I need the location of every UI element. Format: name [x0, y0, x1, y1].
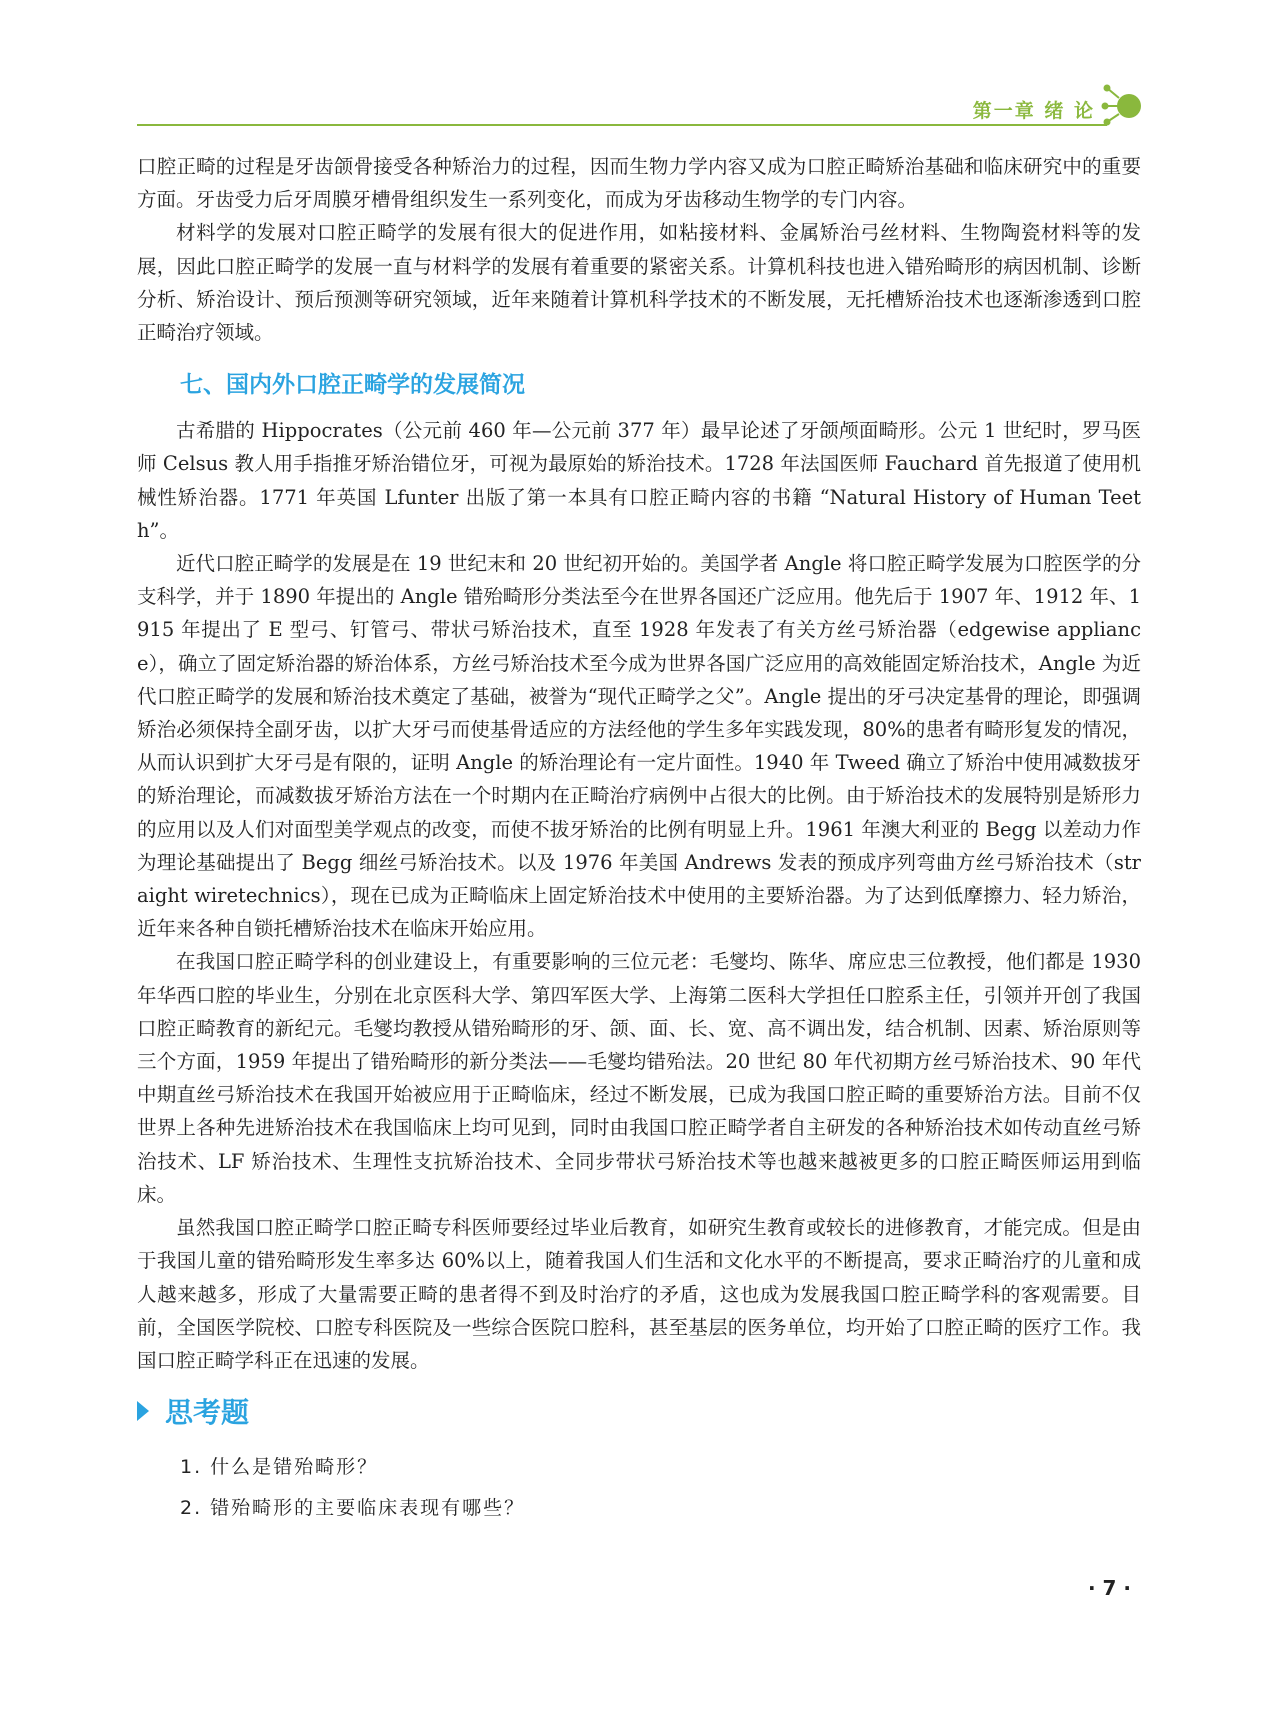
molecule-icon [1097, 82, 1147, 132]
body-paragraph: 口腔正畸的过程是牙齿颌骨接受各种矫治力的过程，因而生物力学内容又成为口腔正畸矫治基础和临床研究中的重要方面。牙齿受力后牙周膜牙槽骨组织发生一系列变化，而成为牙齿移动生物学的专门内容。 [137, 155, 1141, 212]
section-heading: 七、国内外口腔正畸学的发展简况 [180, 372, 525, 399]
body-paragraph: 古希腊的 Hippocrates（公元前 460 年—公元前 377 年）最早论述了牙颌颅面畸形。公元 1 世纪时，罗马医师 Celsus 教人用手指推牙矫治错位牙，可视为最原始的矫治技术。1728 年法国医师 Fauchard 首先报道了使用机械性矫治器。1771 年英国 Lfunter 出版了第一本具有口腔正畸内容的书籍 “Natural History of Human Teeth”。 [137, 419, 1141, 542]
body-paragraph: 虽然我国口腔正畸学口腔正畸专科医师要经过毕业后教育，如研究生教育或较长的进修教育，才能完成。但是由于我国儿童的错殆畸形发生率多达 60%以上，随着我国人们生活和文化水平的不断提高，要求正畸治疗的儿童和成人越来越多，形成了大量需要正畸的患者得不到及时治疗的矛盾，这也成为发展我国口腔正畸学科的客观需要。目前，全国医学院校、口腔专科医院及一些综合医院口腔科，甚至基层的医务单位，均开始了口腔正畸的医疗工作。我国口腔正畸学科正在迅速的发展。 [137, 1216, 1141, 1372]
review-question: 1. 什么是错殆畸形？ [180, 1456, 379, 1479]
review-title: 思考题 [165, 1396, 250, 1430]
chapter-title: 第一章 绪 论 [972, 100, 1095, 122]
review-question: 2. 错殆畸形的主要临床表现有哪些？ [180, 1497, 526, 1520]
body-paragraph: 材料学的发展对口腔正畸学的发展有很大的促进作用，如粘接材料、金属矫治弓丝材料、生物陶瓷材料等的发展，因此口腔正畸学的发展一直与材料学的发展有着重要的紧密关系。计算机科技也进入错殆畸形的病因机制、诊断分析、矫治设计、预后预测等研究领域，近年来随着计算机科学技术的不断发展，无托槽矫治技术也逐渐渗透到口腔正畸治疗领域。 [137, 221, 1141, 345]
body-paragraph: 近代口腔正畸学的发展是在 19 世纪末和 20 世纪初开始的。美国学者 Angle 将口腔正畸学发展为口腔医学的分支科学，并于 1890 年提出的 Angle 错殆畸形分类法至今在世界各国还广泛应用。他先后于 1907 年、1912 年、1915 年提出了 E 型弓、钉管弓、带状弓矫治技术，直至 1928 年发表了有关方丝弓矫治器（edgewise appliance），确立了固定矫治器的矫治体系，方丝弓矫治技术至今成为世界各国广泛应用的高效能固定矫治技术，Angle 为近代口腔正畸学的发展和矫治技术奠定了基础，被誉为“现代正畸学之父”。Angle 提出的牙弓决定基骨的理论，即强调矫治必须保持全副牙齿，以扩大牙弓而使基骨适应的方法经他的学生多年实践发现，80%的患者有畸形复发的情况，从而认识到扩大牙弓是有限的，证明 Angle 的矫治理论有一定片面性。1940 年 Tweed 确立了矫治中使用减数拔牙的矫治理论，而减数拔牙矫治方法在一个时期内在正畸治疗病例中占很大的比例。由于矫治技术的发展特别是矫形力的应用以及人们对面型美学观点的改变，而使不拔牙矫治的比例有明显上升。1961 年澳大利亚的 Begg 以差动力作为理论基础提出了 Begg 细丝弓矫治技术。以及 1976 年美国 Andrews 发表的预成序列弯曲方丝弓矫治技术（straight wiretechnics），现在已成为正畸临床上固定矫治技术中使用的主要矫治器。为了达到低摩擦力、轻力矫治，近年来各种自锁托槽矫治技术在临床开始应用。 [137, 552, 1141, 941]
triangle-right-icon [137, 1401, 149, 1421]
page-number: · 7 · [1087, 1576, 1131, 1600]
header-rule [137, 124, 1107, 126]
body-paragraph: 在我国口腔正畸学科的创业建设上，有重要影响的三位元老：毛燮均、陈华、席应忠三位教授，他们都是 1930 年华西口腔的毕业生，分别在北京医科大学、第四军医大学、上海第二医科大学担任口腔系主任，引领并开创了我国口腔正畸教育的新纪元。毛燮均教授从错殆畸形的牙、颌、面、长、宽、高不调出发，结合机制、因素、矫治原则等三个方面，1959 年提出了错殆畸形的新分类法——毛燮均错殆法。20 世纪 80 年代初期方丝弓矫治技术、90 年代中期直丝弓矫治技术在我国开始被应用于正畸临床，经过不断发展，已成为我国口腔正畸的重要矫治方法。目前不仅世界上各种先进矫治技术在我国临床上均可见到，同时由我国口腔正畸学者自主研发的各种矫治技术如传动直丝弓矫治技术、LF 矫治技术、生理性支抗矫治技术、全同步带状弓矫治技术等也越来越被更多的口腔正畸医师运用到临床。 [137, 950, 1141, 1206]
page-header [137, 0, 1147, 125]
page-content [137, 150, 1141, 1529]
review-heading [137, 1391, 1141, 1431]
